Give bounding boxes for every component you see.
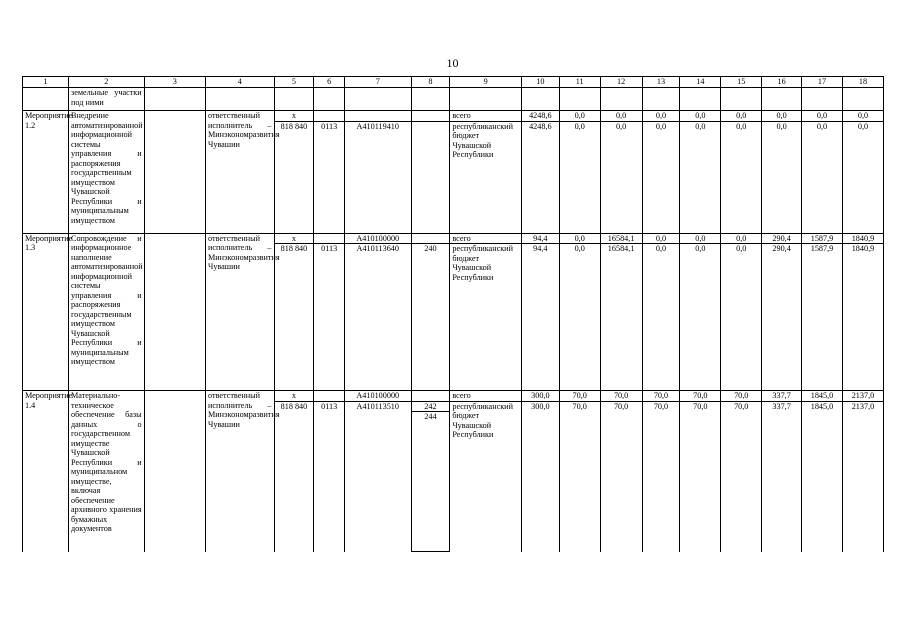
value-cell: 1587,9 — [802, 244, 843, 391]
source-cell: республиканский бюджет Чувашской Республики — [450, 121, 522, 233]
value-cell: 16584,1 — [600, 233, 642, 244]
value-cell: 0,0 — [721, 233, 762, 244]
column-header: 7 — [345, 77, 411, 88]
section-cell: 0113 — [314, 121, 345, 233]
section-cell: 0113 — [314, 244, 345, 391]
value-cell: 70,0 — [642, 391, 680, 402]
budget-table — [22, 76, 884, 552]
section-cell — [314, 111, 345, 122]
table-row — [23, 391, 884, 402]
section-cell — [314, 233, 345, 244]
value-cell: 0,0 — [642, 244, 680, 391]
value-cell: 70,0 — [559, 401, 600, 552]
value-cell: 0,0 — [680, 111, 721, 122]
continuation-row — [23, 88, 884, 111]
value-cell: 0,0 — [559, 111, 600, 122]
value-cell: 0,0 — [600, 121, 642, 233]
section-cell — [314, 391, 345, 402]
event-executor: ответственный исполнитель – Минэкономразвития Чувашии — [206, 233, 275, 391]
kbk-cell: А410119410 — [345, 121, 411, 233]
value-cell: 1845,0 — [802, 391, 843, 402]
co-executor-cell — [144, 111, 205, 234]
source-cell: всего — [450, 111, 522, 122]
value-cell: 290,4 — [762, 233, 802, 244]
value-cell: 70,0 — [680, 391, 721, 402]
grbs-cell: x — [274, 391, 314, 402]
value-cell: 4248,6 — [521, 121, 559, 233]
continuation-text: земельные участки под ними — [69, 88, 145, 111]
column-header: 10 — [521, 77, 559, 88]
event-executor: ответственный исполнитель – Минэкономразвития Чувашии — [206, 391, 275, 552]
grbs-cell: x — [274, 233, 314, 244]
kbk-cell: А410113510 — [345, 401, 411, 552]
column-header: 4 — [206, 77, 275, 88]
value-cell: 300,0 — [521, 401, 559, 552]
value-cell: 0,0 — [802, 111, 843, 122]
value-cell: 0,0 — [721, 244, 762, 391]
grbs-cell: 818 840 — [274, 401, 314, 552]
value-cell: 70,0 — [721, 391, 762, 402]
column-header: 12 — [600, 77, 642, 88]
value-cell: 0,0 — [680, 244, 721, 391]
value-cell: 0,0 — [762, 111, 802, 122]
value-cell: 1845,0 — [802, 401, 843, 552]
table-row — [23, 233, 884, 244]
grbs-cell: x — [274, 111, 314, 122]
column-header: 5 — [274, 77, 314, 88]
value-cell: 2137,0 — [842, 391, 883, 402]
value-cell: 0,0 — [721, 111, 762, 122]
value-cell: 94,4 — [521, 233, 559, 244]
event-executor: ответственный исполнитель – Минэкономразвития Чувашии — [206, 111, 275, 234]
value-cell: 94,4 — [521, 244, 559, 391]
co-executor-cell — [144, 391, 205, 552]
value-cell: 0,0 — [680, 233, 721, 244]
value-cell: 4248,6 — [521, 111, 559, 122]
value-cell: 70,0 — [680, 401, 721, 552]
value-cell: 1840,9 — [842, 244, 883, 391]
value-cell: 0,0 — [842, 111, 883, 122]
co-executor-cell — [144, 233, 205, 391]
value-cell: 2137,0 — [842, 401, 883, 552]
section-cell: 0113 — [314, 401, 345, 552]
value-cell: 0,0 — [802, 121, 843, 233]
column-header: 2 — [69, 77, 145, 88]
value-cell: 0,0 — [642, 233, 680, 244]
column-header: 1 — [23, 77, 69, 88]
kbk-cell: А410100000 — [345, 391, 411, 402]
value-cell: 0,0 — [762, 121, 802, 233]
column-header: 9 — [450, 77, 522, 88]
event-name: Мероприятие 1.3 — [23, 233, 69, 391]
grbs-cell: 818 840 — [274, 121, 314, 233]
event-description: Материально-техническое обеспечение базы данных о государственном имуществе Чувашской Республики и муниципальном имуществе, включая обеспечение архивного хранения бумажных документов — [69, 391, 145, 552]
column-header: 18 — [842, 77, 883, 88]
column-header: 13 — [642, 77, 680, 88]
value-cell: 0,0 — [600, 111, 642, 122]
expense-type-cell — [411, 391, 450, 402]
expense-type-cell — [411, 121, 450, 233]
page-number: 10 — [446, 56, 459, 70]
event-name: Мероприятие 1.2 — [23, 111, 69, 234]
expense-type-cell: 244 — [411, 412, 450, 552]
value-cell: 0,0 — [559, 233, 600, 244]
expense-type-cell: 240 — [411, 244, 450, 391]
value-cell: 70,0 — [721, 401, 762, 552]
kbk-cell — [345, 111, 411, 122]
value-cell: 70,0 — [600, 391, 642, 402]
source-cell: республиканский бюджет Чувашской Республики — [450, 401, 522, 552]
value-cell: 0,0 — [642, 121, 680, 233]
table-row — [23, 111, 884, 122]
column-header: 11 — [559, 77, 600, 88]
value-cell: 16584,1 — [600, 244, 642, 391]
value-cell: 0,0 — [642, 111, 680, 122]
value-cell: 337,7 — [762, 391, 802, 402]
value-cell: 0,0 — [559, 121, 600, 233]
column-header: 14 — [680, 77, 721, 88]
value-cell: 337,7 — [762, 401, 802, 552]
expense-type-cell — [411, 111, 450, 122]
column-header: 15 — [721, 77, 762, 88]
column-header: 8 — [411, 77, 450, 88]
expense-type-cell: 242 — [411, 401, 450, 412]
event-description: Внедрение автоматизированной информационной системы управления и распоряжения государственным имуществом Чувашской Республики и муниципальным имуществом — [69, 111, 145, 234]
grbs-cell: 818 840 — [274, 244, 314, 391]
source-cell: республиканский бюджет Чувашской Республики — [450, 244, 522, 391]
kbk-cell: А410113640 — [345, 244, 411, 391]
value-cell: 1587,9 — [802, 233, 843, 244]
value-cell: 70,0 — [559, 391, 600, 402]
value-cell: 300,0 — [521, 391, 559, 402]
source-cell: всего — [450, 233, 522, 244]
value-cell: 0,0 — [559, 244, 600, 391]
value-cell: 0,0 — [680, 121, 721, 233]
kbk-cell: А410100000 — [345, 233, 411, 244]
expense-type-cell — [411, 233, 450, 244]
column-header: 3 — [144, 77, 205, 88]
value-cell: 290,4 — [762, 244, 802, 391]
source-cell: всего — [450, 391, 522, 402]
column-header: 16 — [762, 77, 802, 88]
value-cell: 0,0 — [721, 121, 762, 233]
column-header: 17 — [802, 77, 843, 88]
event-description: Сопровождение и информационное наполнение автоматизированной информационной системы управления и распоряжения государственным имуществом Чувашской Республики и муниципальным имуществом — [69, 233, 145, 391]
header-row — [23, 77, 884, 88]
value-cell: 0,0 — [842, 121, 883, 233]
event-name: Мероприятие 1.4 — [23, 391, 69, 552]
column-header: 6 — [314, 77, 345, 88]
value-cell: 70,0 — [600, 401, 642, 552]
value-cell: 1840,9 — [842, 233, 883, 244]
value-cell: 70,0 — [642, 401, 680, 552]
